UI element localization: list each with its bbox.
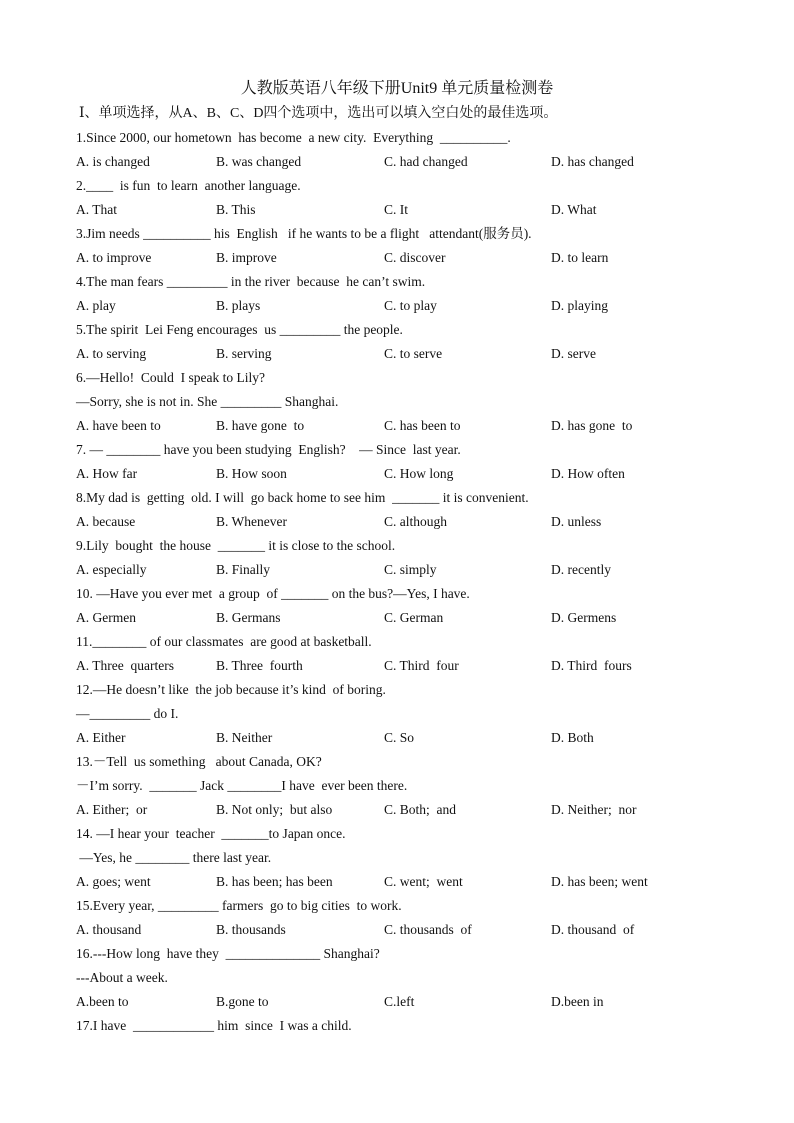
question-line: 4.The man fears _________ in the river because he can’t swim. [76, 274, 426, 289]
option-b: B. Neither [216, 730, 273, 745]
option-b: B. This [216, 202, 256, 217]
option-a: A. play [76, 298, 116, 313]
option-d: D. recently [551, 562, 611, 577]
option-c: C. simply [384, 562, 437, 577]
question-line: 14. —I hear your teacher _______to Japan once. [76, 826, 346, 841]
option-b: B. has been; has been [216, 874, 333, 889]
option-a: A.been to [76, 994, 129, 1009]
question-line: —_________ do I. [76, 706, 179, 721]
option-d: D. What [551, 202, 597, 217]
option-c: C.left [384, 994, 415, 1009]
option-a: A. Germen [76, 610, 136, 625]
question-line: 8.My dad is getting old. I will go back home to see him _______ it is convenient. [76, 490, 529, 505]
option-d: D. Third fours [551, 658, 632, 673]
option-c: C. Third four [384, 658, 459, 673]
option-b: B. Germans [216, 610, 281, 625]
question-line: －I’m sorry. _______ Jack ________I have ever been there. [76, 778, 408, 793]
option-b: B. was changed [216, 154, 302, 169]
options-row [76, 152, 756, 176]
option-c: C. discover [384, 250, 446, 265]
option-c: C. to serve [384, 346, 443, 361]
options-row [76, 920, 756, 944]
section-heading: Ⅰ、单项选择，从A、B、C、D四个选项中，选出可以填入空白处的最佳选项。 [79, 106, 558, 121]
option-a: A. have been to [76, 418, 161, 433]
option-a: A. thousand [76, 922, 142, 937]
options-row [76, 872, 756, 896]
option-d: D.been in [551, 994, 604, 1009]
question-line: 16.---How long have they ______________ Shanghai? [76, 946, 380, 961]
option-b: B. have gone to [216, 418, 305, 433]
options-row [76, 800, 756, 824]
option-c: C. Both; and [384, 802, 457, 817]
option-b: B. plays [216, 298, 261, 313]
option-b: B. How soon [216, 466, 287, 481]
option-a: A. Three quarters [76, 658, 174, 673]
question-line: —Yes, he ________ there last year. [76, 850, 272, 865]
question-line: 12.—He doesn’t like the job because it’s kind of boring. [76, 682, 386, 697]
option-d: D. How often [551, 466, 625, 481]
option-a: A. to serving [76, 346, 147, 361]
option-d: D. to learn [551, 250, 609, 265]
option-d: D. unless [551, 514, 602, 529]
question-list [76, 128, 756, 1040]
option-b: B. improve [216, 250, 277, 265]
option-d: D. Germens [551, 610, 617, 625]
options-row [76, 416, 756, 440]
option-d: D. thousand of [551, 922, 635, 937]
options-row [76, 464, 756, 488]
option-b: B. serving [216, 346, 272, 361]
option-b: B. Whenever [216, 514, 287, 529]
question-line: 11.________ of our classmates are good at basketball. [76, 634, 372, 649]
option-c: C. thousands of [384, 922, 472, 937]
option-c: C. to play [384, 298, 437, 313]
option-c: C. had changed [384, 154, 468, 169]
option-c: C. went; went [384, 874, 463, 889]
option-a: A. Either; or [76, 802, 148, 817]
option-d: D. has changed [551, 154, 634, 169]
options-row [76, 512, 756, 536]
question-line: 6.—Hello! Could I speak to Lily? [76, 370, 265, 385]
question-line: 3.Jim needs __________ his English if he wants to be a flight attendant(服务员). [76, 226, 532, 241]
option-d: D. has gone to [551, 418, 633, 433]
question-line: 5.The spirit Lei Feng encourages us _________ the people. [76, 322, 403, 337]
option-a: A. especially [76, 562, 147, 577]
option-a: A. because [76, 514, 136, 529]
question-line: 15.Every year, _________ farmers go to big cities to work. [76, 898, 402, 913]
option-b: B. thousands [216, 922, 286, 937]
option-d: D. playing [551, 298, 608, 313]
option-a: A. goes; went [76, 874, 151, 889]
options-row [76, 728, 756, 752]
options-row [76, 992, 756, 1016]
option-c: C. So [384, 730, 415, 745]
options-row [76, 296, 756, 320]
question-line: 10. —Have you ever met a group of _______ on the bus?—Yes, I have. [76, 586, 470, 601]
option-a: A. How far [76, 466, 138, 481]
option-b: B. Finally [216, 562, 271, 577]
question-line: 2.____ is fun to learn another language. [76, 178, 301, 193]
question-line: 7. — ________ have you been studying English? — Since last year. [76, 442, 461, 457]
options-row [76, 608, 756, 632]
option-a: A. Either [76, 730, 126, 745]
option-b: B.gone to [216, 994, 269, 1009]
option-a: A. to improve [76, 250, 152, 265]
option-c: C. German [384, 610, 444, 625]
option-d: D. serve [551, 346, 596, 361]
question-line: 9.Lily bought the house _______ it is close to the school. [76, 538, 396, 553]
question-line: 13.－Tell us something about Canada, OK? [76, 754, 322, 769]
option-a: A. is changed [76, 154, 150, 169]
options-row [76, 560, 756, 584]
options-row [76, 656, 756, 680]
page-title: 人教版英语八年级下册Unit9 单元质量检测卷 [240, 80, 554, 97]
option-d: D. Neither; nor [551, 802, 637, 817]
option-d: D. Both [551, 730, 594, 745]
options-row [76, 248, 756, 272]
option-a: A. That [76, 202, 117, 217]
options-row [76, 344, 756, 368]
option-c: C. It [384, 202, 409, 217]
question-line: 1.Since 2000, our hometown has become a new city. Everything __________. [76, 130, 511, 145]
option-c: C. although [384, 514, 447, 529]
option-d: D. has been; went [551, 874, 648, 889]
option-c: C. How long [384, 466, 454, 481]
question-line: 17.I have ____________ him since I was a child. [76, 1018, 352, 1033]
option-b: B. Three fourth [216, 658, 303, 673]
question-line: —Sorry, she is not in. She _________ Shanghai. [76, 394, 339, 409]
options-row [76, 200, 756, 224]
question-line: ---About a week. [76, 970, 168, 985]
option-b: B. Not only; but also [216, 802, 333, 817]
option-c: C. has been to [384, 418, 461, 433]
